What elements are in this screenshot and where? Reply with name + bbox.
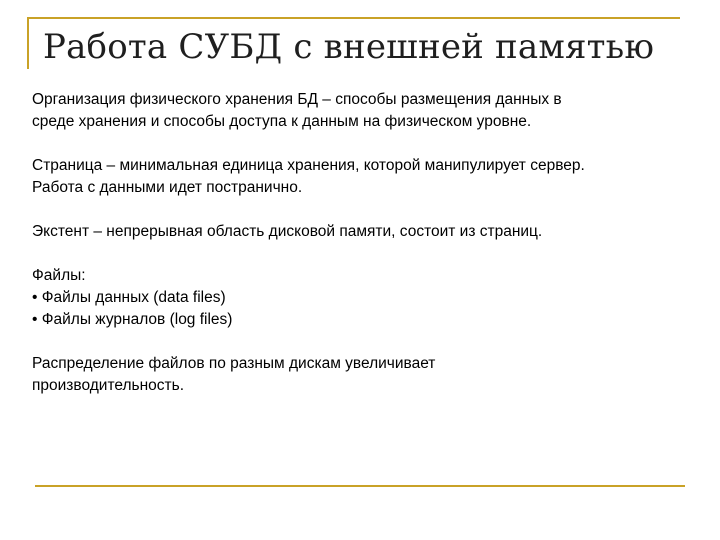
text-line: среде хранения и способы доступа к данным на физическом уровне. [32,113,532,130]
slide-body [32,89,702,419]
bullet-data-files: • Файлы данных (data files) [32,289,226,306]
paragraph-storage-organization [32,89,702,133]
frame-left-line [27,17,29,69]
bullet-log-files: • Файлы журналов (log files) [32,311,233,328]
text-line: производительность. [32,377,185,394]
paragraph-distribution [32,353,702,397]
text-line: Организация физического хранения БД – способы размещения данных в [32,91,562,108]
paragraph-page-definition [32,155,702,199]
paragraph-extent-definition [32,221,702,243]
text-line: Страница – минимальная единица хранения, которой манипулирует сервер. [32,157,585,174]
slide-title: Работа СУБД с внешней памятью [43,27,655,67]
frame-bottom-line [35,485,685,487]
text-line: Экстент – непрерывная область дисковой памяти, состоит из страниц. [32,223,543,240]
paragraph-files [32,265,702,331]
text-line: Распределение файлов по разным дискам увеличивает [32,355,436,372]
text-line: Работа с данными идет постранично. [32,179,303,196]
frame-top-line [27,17,680,19]
files-heading: Файлы: [32,267,86,284]
